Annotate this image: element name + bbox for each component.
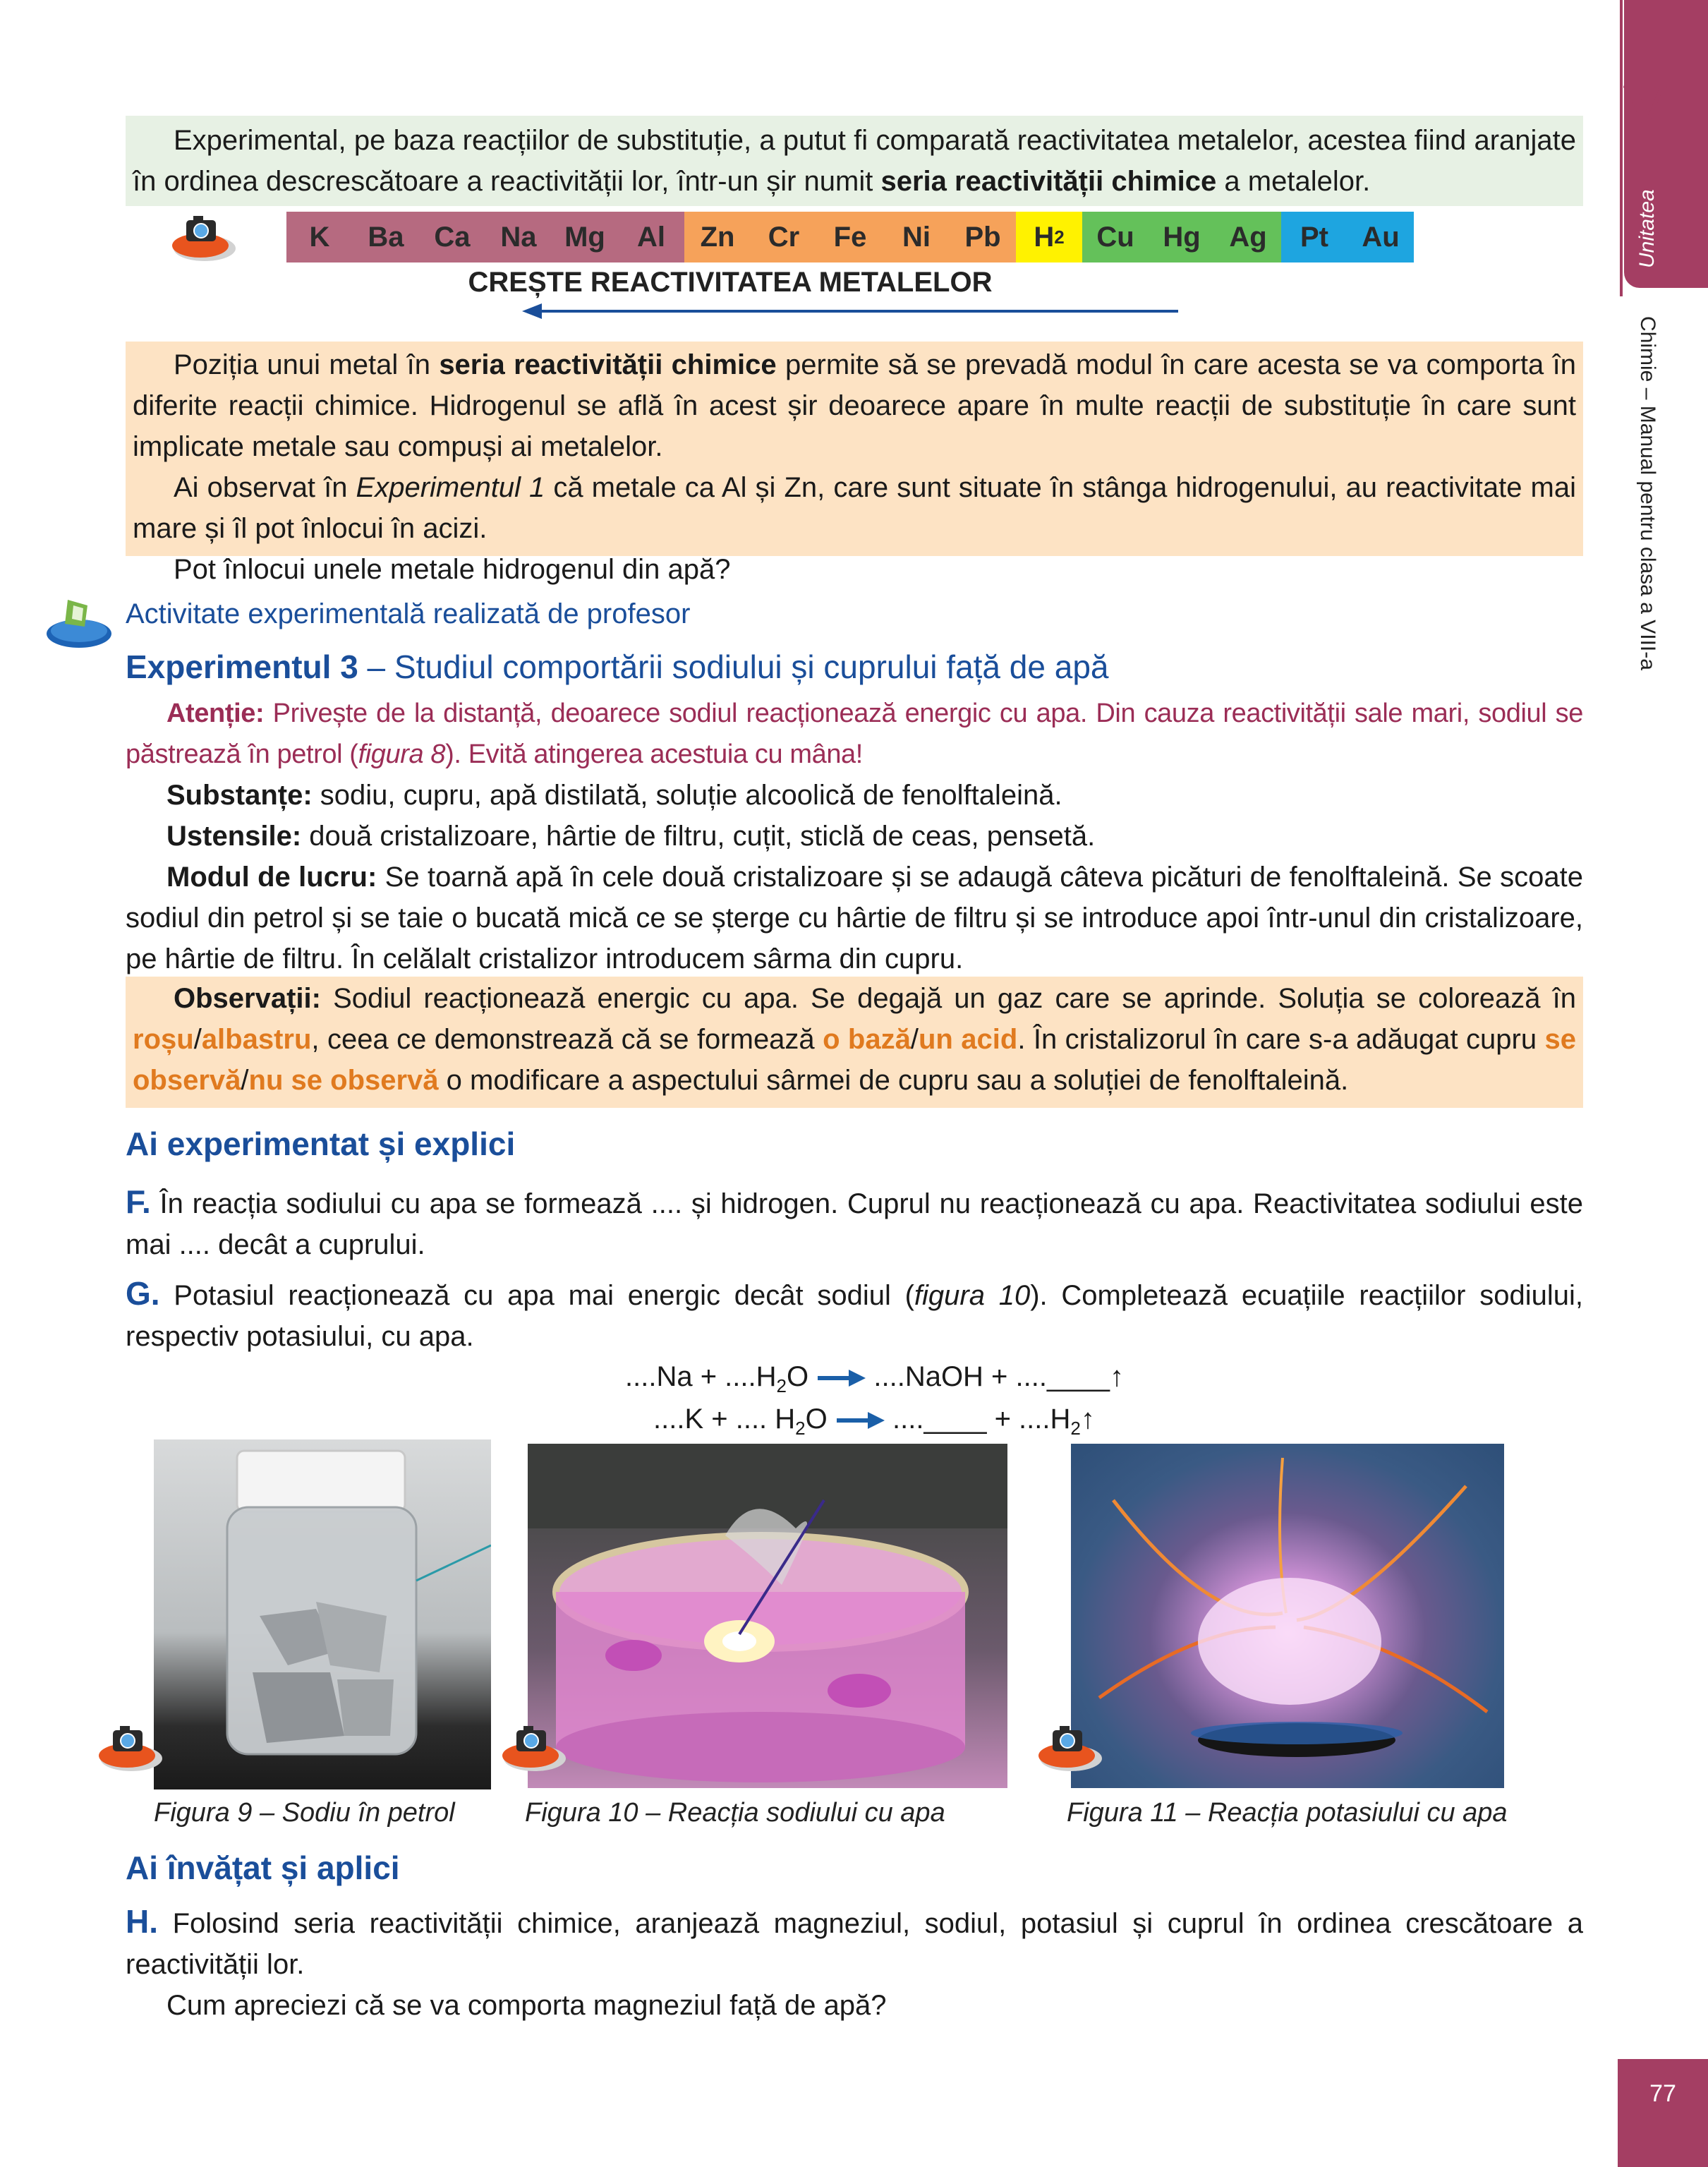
figure-9-caption: Figura 9 – Sodiu în petrol: [154, 1798, 455, 1828]
series-cell-ni: Ni: [883, 212, 950, 262]
intro-paragraph: Experimental, pe baza reacțiilor de substituție, a putut fi comparată reactivitatea metalelor, acestea fiind aranjate în ordinea descrescătoare a reactivității lor, într-un șir numit seria reactivității chimice a metalelor.: [133, 125, 1576, 197]
reactivity-arrow: [522, 301, 1185, 322]
series-cell-pt: Pt: [1281, 212, 1347, 262]
experiment-title: Experimentul 3 – Studiul comportării sodiului și cuprului față de apă: [126, 648, 1109, 685]
activity-label: Activitate experimentală realizată de profesor: [126, 598, 691, 629]
series-cell-zn: Zn: [684, 212, 751, 262]
figure-10-photo: [528, 1444, 1007, 1788]
unit-word: Unitatea: [1635, 189, 1659, 268]
activity-icon: [44, 590, 113, 651]
explain-g: G. Potasiul reacționează cu apa mai energic decât sodiul (figura 10). Completează ecuațiile reacțiilor sodiului, respectiv potasiului, cu apa.: [126, 1275, 1583, 1352]
figure-9-photo: [154, 1439, 491, 1789]
series-cell-au: Au: [1347, 212, 1414, 262]
experiment-body: Atenție: Privește de la distanță, deoarece sodiul reacționează energic cu apa. Din cauza reactivității sale mari, sodiul se păstrează în petrol (figura 8). Evită atingerea acestuia cu mâna! Substanțe: sodiu, cupru, apă distilată, soluție alcoolică de fenolftaleină. Ustensile: două cristalizoare, hârtie de filtru, cuțit, sticlă de ceas, pensetă. Modul de lucru: Se toarnă apă în cele două cristalizoare și se adaugă câteva picături de fenolftaleină. Se scoate sodiul din petrol și se taie o bucată mică ce se șterge cu hârtie de filtru și se introduce apoi într-unul din cristalizoare, pe hârtie de filtru. În celălalt cristalizor introducem sârma din cupru.: [126, 699, 1583, 974]
reaction-arrow-icon: [816, 1368, 866, 1389]
apply-h: H. Folosind seria reactivității chimice, aranjează magneziul, sodiul, potasiul și cuprul în ordinea crescătoare a reactivității lor. Cum apreciezi că se va comporta magneziul față de apă?: [126, 1903, 1583, 2021]
figure-11-photo: [1071, 1444, 1504, 1788]
series-cell-cu: Cu: [1082, 212, 1149, 262]
position-text: Poziția unui metal în seria reactivității chimice permite să se prevadă modul în care acesta se va comporta în diferite reacții chimice. Hidrogenul se află în acest șir deoarece apare în multe reacții de substituție în care sunt implicate metale sau compuși ai metalelor. Ai observat în Experimentul 1 că metale ca Al și Zn, care sunt situate în stânga hidrogenului, au reactivitate mai mare și îl pot înlocui în acizi. Pot înlocui unele metale hidrogenul din apă?: [133, 349, 1576, 585]
series-cell-ag: Ag: [1215, 212, 1281, 262]
camera-icon: [168, 207, 236, 264]
explain-heading: Ai experimentat și explici: [126, 1125, 516, 1162]
series-cell-fe: Fe: [817, 212, 883, 262]
series-cell-k: K: [286, 212, 353, 262]
figure-11-caption: Figura 11 – Reacția potasiului cu apa: [1067, 1798, 1508, 1828]
explain-f: F. În reacția sodiului cu apa se formează .... și hidrogen. Cuprul nu reacționează cu apa. Reactivitatea sodiului este mai .... decât a cuprului.: [126, 1183, 1583, 1260]
reactivity-arrow-label: CREȘTE REACTIVITATEA METALELOR: [468, 267, 993, 298]
equation-potassium: ....K + .... $H_2O$ ....____ + $....H_2↑$: [653, 1404, 1095, 1439]
reactivity-series: [286, 212, 1414, 262]
apply-heading: Ai învățat și aplici: [126, 1849, 400, 1886]
observations-text: Observații: Sodiul reacționează energic cu apa. Se degajă un gaz care se aprinde. Soluția se colorează în roșu/albastru, ceea ce demonstrează că se formează o bază/un acid. În cristalizorul în care s-a adăugat cupru se observă/nu se observă o modificare a aspectului sârmei de cupru sau a soluției de fenolftaleină.: [133, 983, 1576, 1096]
camera-icon: [95, 1718, 162, 1774]
figure-10-caption: Figura 10 – Reacția sodiului cu apa: [525, 1798, 945, 1828]
series-cell-mg: Mg: [552, 212, 618, 262]
series-cell-pb: Pb: [950, 212, 1016, 262]
unit-letter: V: [1623, 72, 1668, 140]
book-title: Chimie – Manual pentru clasa a VIII-a: [1636, 316, 1659, 670]
series-cell-al: Al: [618, 212, 684, 262]
series-cell-na: Na: [485, 212, 552, 262]
series-cell-hg: Hg: [1149, 212, 1215, 262]
series-cell-ba: Ba: [353, 212, 419, 262]
series-cell-cr: Cr: [751, 212, 817, 262]
page-number: 77: [1618, 2059, 1708, 2167]
series-cell-ca: Ca: [419, 212, 485, 262]
camera-icon: [1034, 1718, 1102, 1774]
side-line: [1620, 0, 1623, 296]
camera-icon: [498, 1718, 566, 1774]
equation-sodium: $....Na + ....H_2O$ ....NaOH + ....____↑: [625, 1361, 1124, 1396]
series-cell-h2: H 2: [1016, 212, 1082, 262]
reaction-arrow-icon: [835, 1410, 885, 1431]
